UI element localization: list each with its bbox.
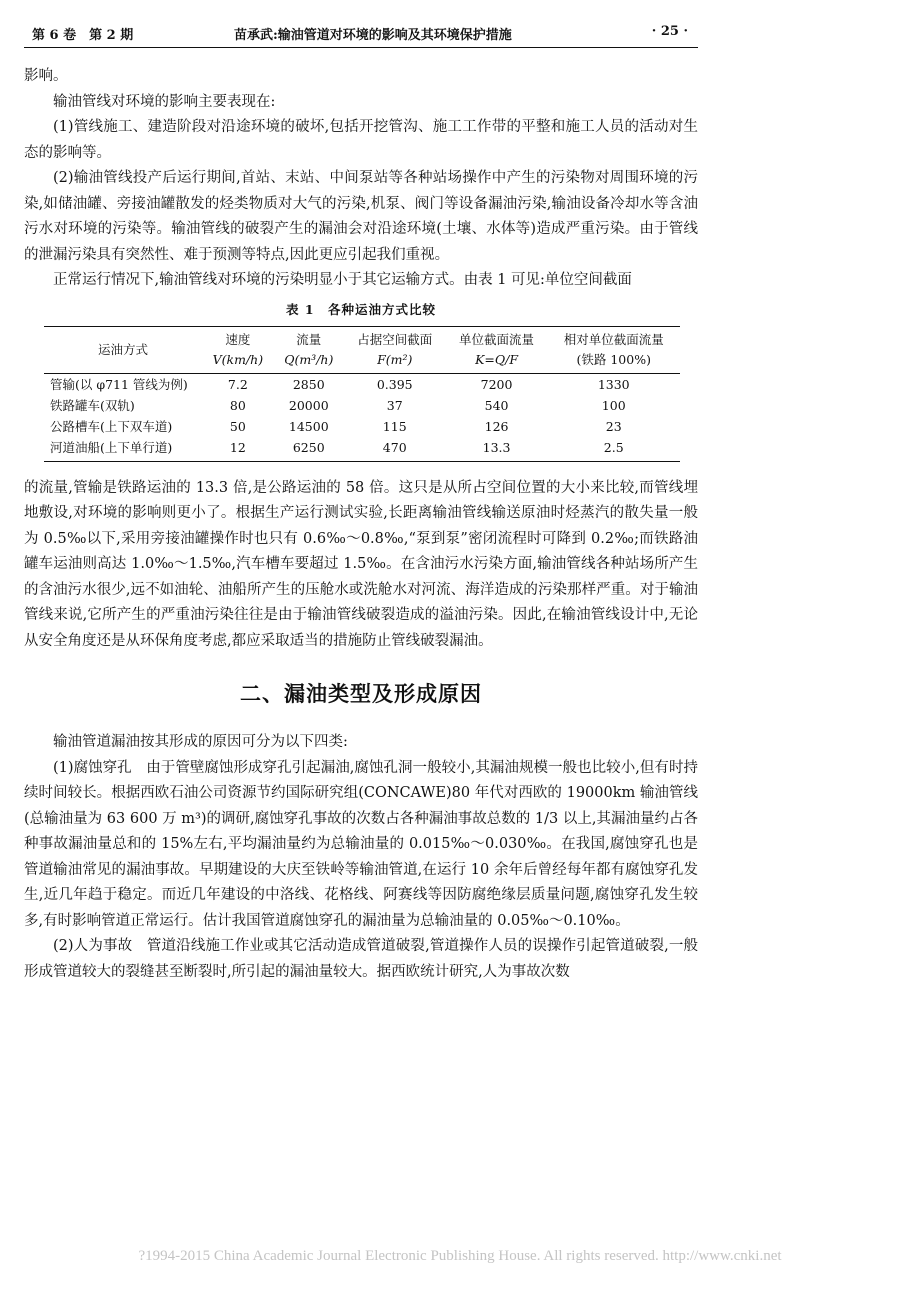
table-row <box>44 416 680 437</box>
table-header: 占据空间截面 F(m²) <box>344 326 446 373</box>
paragraph: 的流量,管输是铁路运油的 13.3 倍,是公路运油的 58 倍。这只是从所占空间位置的大小来比较,而管线埋地敷设,对环境的影响则更小了。根据生产运行测试实验,长距离输油管线输送原油时烃蒸汽的散失量一般为 0.5‰以下,采用旁接油罐操作时也只有 0.6‰～0.8‰,“泵到泵”密闭流程时可降到 0.2‰;而铁路油罐车运油则高达 1.0‰～1.5‰,汽车槽车要超过 1.5‰。在含油污水污染方面,输油管线各种站场所产生的含油污水很少,远不如油轮、油船所产生的压舱水或洗舱水对河流、海洋造成的污染那样严重。对于输油管线来说,它所产生的严重油污染往往是由于输油管线破裂造成的溢油污染。因此,在输油管线设计中,无论从安全角度还是从环保角度考虑,都应采取适当的措施防止管线破裂漏油。 <box>24 479 698 649</box>
table-cell: 2850 <box>292 376 325 392</box>
header-rule <box>24 47 698 48</box>
section-title: 二、漏油类型及形成原因 <box>240 681 482 706</box>
header-page-number: · 25 · <box>651 24 688 39</box>
paragraph: 影响。 <box>24 68 68 84</box>
table-header: 单位截面流量 K=Q/F <box>446 326 548 373</box>
paragraph: 正常运行情况下,输油管线对环境的污染明显小于其它运输方式。由表 1 可见:单位空间截面 <box>53 272 632 288</box>
article-body <box>24 64 698 985</box>
table-cell: 23 <box>605 418 622 434</box>
table-cell: 1330 <box>597 376 630 392</box>
paragraph: (1)腐蚀穿孔 由于管壁腐蚀形成穿孔引起漏油,腐蚀孔洞一般较小,其漏油规模一般也比较小,但有时持续时间较长。根据西欧石油公司资源节约国际研究组(CONCAWE)80 年代对西欧的 19000km 输油管线(总输油量为 63 600 万 m³)的调研,腐蚀穿孔事故的次数占各种漏油事故总数的 1/3 以上,其漏油量约占各种事故漏油量总和的 15%左右,平均漏油量约为总输油量的 0.015‰～0.030‰。在我国,腐蚀穿孔也是管道输油常见的漏油事故。早期建设的大庆至铁岭等输油管道,在运行 10 余年后曾经每年都有腐蚀穿孔发生,近几年趋于稳定。而近几年建设的中洛线、花格线、阿赛线等因防腐绝缘层质量问题,腐蚀穿孔发生较多,有时影响管道正常运行。估计我国管道腐蚀穿孔的漏油量为总输油量的 0.05‰～0.10‰。 <box>24 759 698 929</box>
table-header: 速度 V(km/h) <box>202 326 274 373</box>
copyright-footer: ?1994-2015 China Academic Journal Electronic Publishing House. All rights reserved. http://www.cnki.net <box>138 1248 782 1264</box>
table-cell: 7.2 <box>227 376 248 392</box>
table-cell: 14500 <box>288 418 329 434</box>
table-caption: 表 1 各种运油方式比较 <box>285 301 437 317</box>
table-cell: 7200 <box>480 376 513 392</box>
paragraph: 输油管道漏油按其形成的原因可分为以下四类: <box>53 734 348 750</box>
table-cell: 2.5 <box>547 437 680 462</box>
paragraph: (1)管线施工、建造阶段对沿途环境的破坏,包括开挖管沟、施工工作带的平整和施工人员的活动对生态的影响等。 <box>24 119 698 161</box>
paragraph: 输油管线对环境的影响主要表现在: <box>53 93 276 110</box>
header-title: 苗承武:输油管道对环境的影响及其环境保护措施 <box>234 28 512 43</box>
table-cell: 公路槽车(上下双车道) <box>50 418 173 434</box>
header-volume: 第 6 卷 第 2 期 <box>32 28 134 43</box>
table-cell: 12 <box>202 437 274 462</box>
table-cell: 80 <box>229 397 246 413</box>
table-row <box>44 395 680 416</box>
table-cell: 37 <box>386 397 403 413</box>
table-cell: 50 <box>229 418 246 434</box>
running-header <box>24 22 698 44</box>
table-cell: 540 <box>484 397 509 413</box>
paragraph: (2)人为事故 管道沿线施工作业或其它活动造成管道破裂,管道操作人员的误操作引起管道破裂,一般形成管道较大的裂缝甚至断裂时,所引起的漏油量较大。据西欧统计研究,人为事故次数 <box>24 938 698 980</box>
paragraph: (2)输油管线投产后运行期间,首站、末站、中间泵站等各种站场操作中产生的污染物对周围环境的污染,如储油罐、旁接油罐散发的烃类物质对大气的污染,机泵、阀门等设备漏油污染,输油设备冷却水等含油污水对环境的污染等。输油管线的破裂产生的漏油会对沿途环境(土壤、水体等)造成严重污染。由于管线的泄漏污染具有突然性、难于预测等特点,因此更应引起我们重视。 <box>24 170 698 263</box>
table-header: 运油方式 <box>44 326 202 373</box>
table-cell: 470 <box>344 437 446 462</box>
table-cell: 126 <box>484 418 509 434</box>
table-header: 相对单位截面流量 (铁路 100%) <box>547 326 680 373</box>
table-cell: 20000 <box>288 397 329 413</box>
table-header: 流量 Q(m³/h) <box>274 326 344 373</box>
table-cell: 河道油船(上下单行道) <box>44 437 202 462</box>
table-row <box>44 373 680 395</box>
comparison-table <box>44 326 680 462</box>
table-cell: 0.395 <box>376 376 413 392</box>
table-row <box>44 437 680 462</box>
table-cell: 100 <box>601 397 626 413</box>
table-cell: 115 <box>382 418 407 434</box>
table-cell: 13.3 <box>446 437 548 462</box>
table-cell: 6250 <box>274 437 344 462</box>
table-cell: 铁路罐车(双轨) <box>50 397 135 413</box>
table-cell: 管输(以 φ711 管线为例) <box>50 376 188 392</box>
